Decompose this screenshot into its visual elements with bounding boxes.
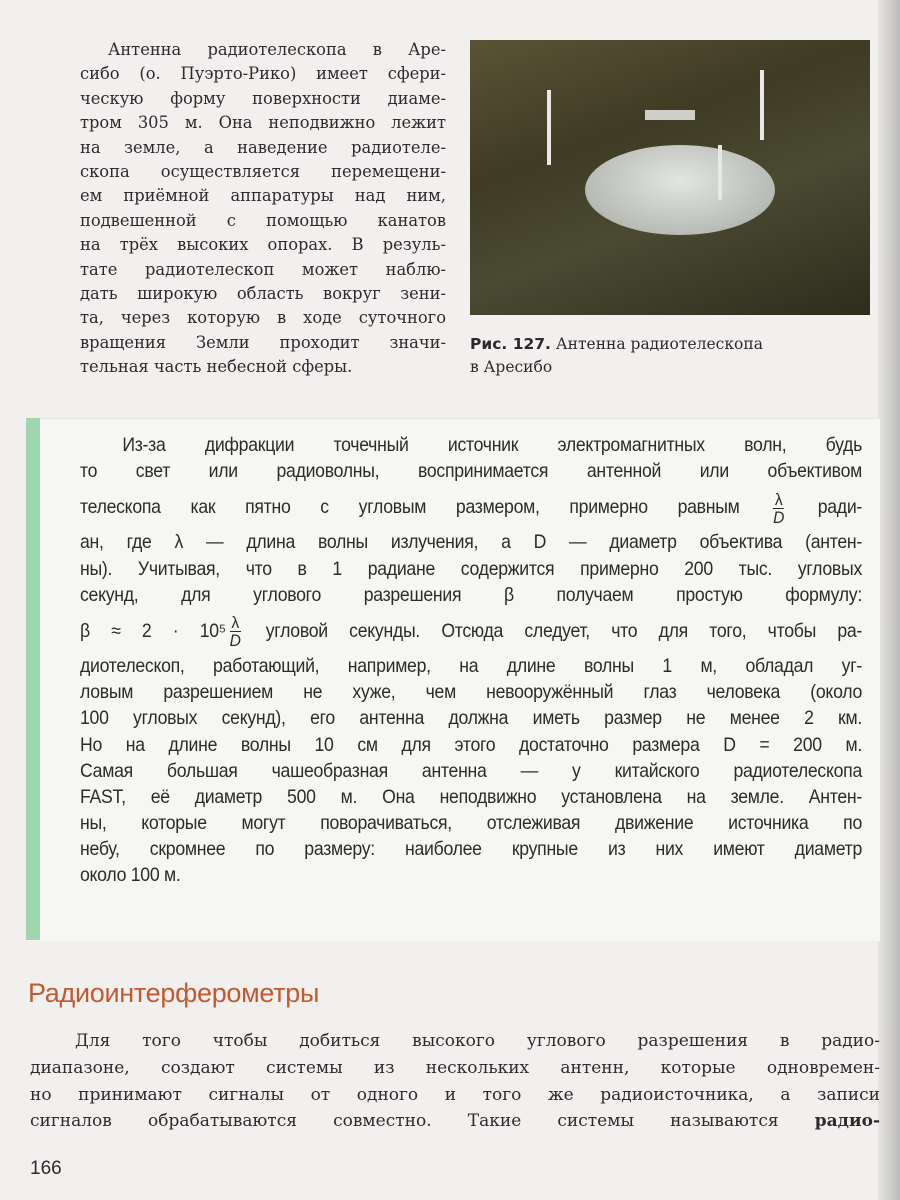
text-line: но принимают сигналы от одного и того же радиоисточника, а записи [30, 1084, 880, 1105]
text-line: диапазоне, создают системы из нескольких антенн, которые одновремен- [30, 1057, 880, 1078]
text-line: Антенна радиотелескопа в Аре- [108, 40, 446, 59]
text-line: тельная часть небесной сферы. [80, 357, 353, 377]
numerator: λ [774, 489, 783, 509]
denominator: D [229, 631, 241, 651]
tower [547, 90, 551, 165]
denominator: D [773, 507, 785, 527]
text-line: дать широкую область вокруг зени- [80, 284, 446, 304]
text-fragment: сигналов обрабатываются совместно. Такие системы называются [30, 1111, 779, 1132]
text-line: сибо (о. Пуэрто-Рико) имеет сфери- [80, 64, 446, 84]
page-number: 166 [30, 1158, 62, 1179]
text-line: Самая большая чашеобразная антенна — у китайского радиотелескопа [80, 760, 862, 782]
text-line: на земле, а наведение радиотеле- [80, 137, 446, 157]
info-box-accent-bar [26, 418, 40, 940]
tower [718, 145, 722, 200]
text-line: секунд, для углового разрешения β получаем простую формулу: [80, 584, 862, 606]
arecibo-photo [470, 40, 870, 315]
section-paragraph [30, 1028, 880, 1135]
text-line: FAST, её диаметр 500 м. Она неподвижно установлена на земле. Антен- [80, 786, 862, 808]
text-line: скопа осуществляется перемещени- [80, 162, 446, 182]
fraction [230, 614, 241, 649]
side-paragraph [80, 38, 446, 380]
text-line [30, 1108, 880, 1135]
text-line: небу, скромнее по размеру: наиболее крупные из них имеют диаметр [80, 839, 862, 861]
fraction [773, 491, 784, 526]
figure-label: Рис. 127. [470, 335, 551, 353]
platform [645, 110, 695, 120]
numerator: λ [231, 613, 239, 633]
text-line: диотелескоп, работающий, например, на длине волны 1 м, обладал уг- [80, 655, 862, 677]
text-line: на трёх высоких опорах. В резуль- [80, 235, 446, 255]
dish [585, 145, 775, 235]
page-edge-shadow [878, 0, 900, 1200]
text-line: ловым разрешением не хуже, чем невооружённый глаз человека (около [80, 682, 862, 704]
text-line [80, 609, 862, 654]
bold-term: радио- [814, 1111, 881, 1132]
tower [760, 70, 764, 140]
text-line: ан, где λ — длина волны излучения, а D — диаметр объектива (антен- [80, 532, 862, 554]
text-line: вращения Земли проходит значи- [80, 332, 446, 352]
info-box-text [80, 433, 862, 890]
text-line: ны). Учитывая, что в 1 радиане содержится примерно 200 тыс. угловых [80, 558, 862, 580]
text-line: Для того чтобы добиться высокого углового разрешения в радио- [75, 1031, 880, 1051]
text-fragment: угловой секунды. Отсюда следует, что для того, чтобы ра- [265, 620, 863, 642]
text-line: та, через которую в ходе суточного [80, 308, 446, 328]
text-line: тром 305 м. Она неподвижно лежит [80, 113, 446, 133]
text-line: ем приёмной аппаратуры над ним, [80, 186, 446, 206]
text-line: Но на длине волны 10 см для этого достаточно размера D = 200 м. [80, 734, 862, 756]
text-line: ческую форму поверхности диаме- [80, 88, 446, 108]
caption-text: Антенна радиотелескопа [555, 335, 763, 353]
text-line: Из-за дифракции точечный источник электромагнитных волн, будь [122, 435, 862, 456]
text-line: около 100 м. [80, 865, 181, 887]
text-line: 100 угловых секунд), его антенна должна иметь размер не менее 2 км. [80, 708, 862, 730]
text-fragment: ради- [817, 497, 863, 519]
text-line: ны, которые могут поворачиваться, отслеживая движение источника по [80, 813, 862, 835]
text-line [80, 485, 862, 530]
section-heading: Радиоинтерферометры [28, 978, 320, 1008]
text-line: подвешенной с помощью канатов [80, 210, 446, 230]
text-line: тате радиотелескоп может наблю- [80, 259, 446, 279]
caption-text: в Аресибо [470, 358, 553, 376]
formula: β ≈ 2 · 10⁵ [80, 620, 226, 642]
figure-caption [470, 333, 870, 379]
text-line: то свет или радиоволны, воспринимается антенной или объективом [80, 461, 862, 483]
text-fragment: телескопа как пятно с угловым размером, примерно равным [80, 497, 740, 519]
